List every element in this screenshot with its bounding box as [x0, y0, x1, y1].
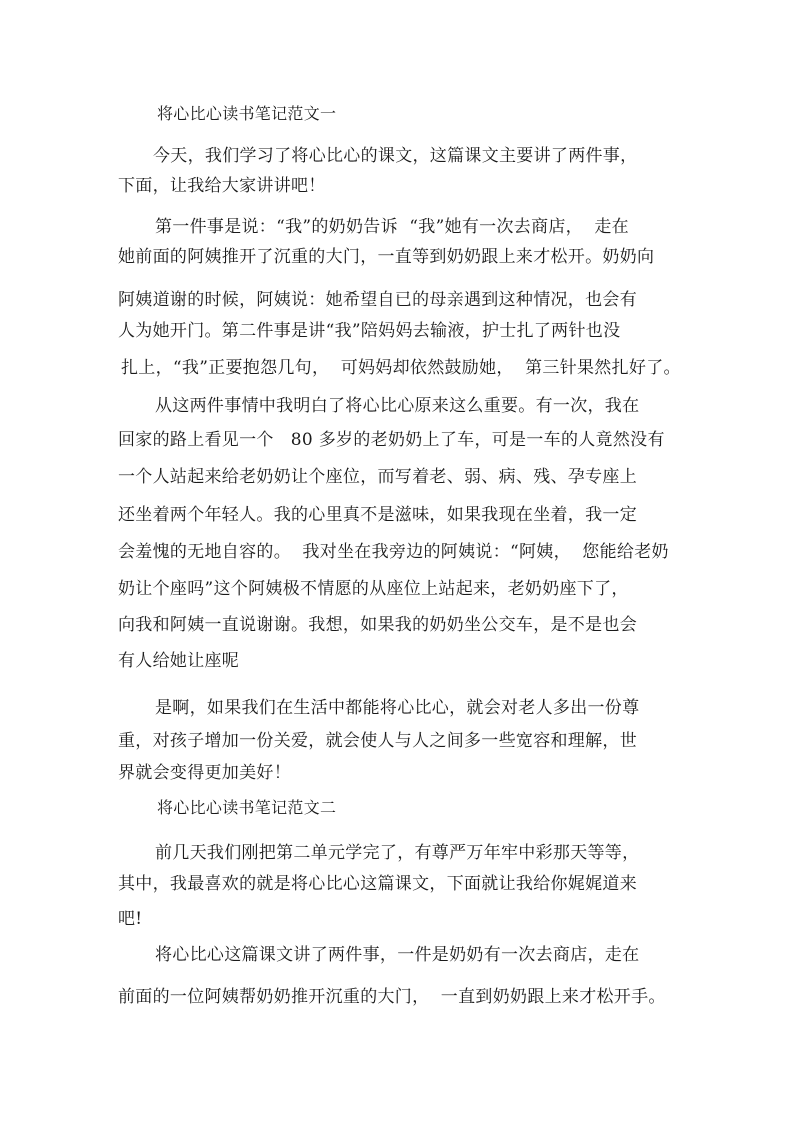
paragraph-line: 回家的路上看见一个 80 多岁的老奶奶上了车，可是一车的人竟然没有 [118, 430, 665, 450]
section1-title: 将心比心读书笔记范文一 [157, 104, 337, 123]
paragraph-line: 扎上，“我”正要抱怨几句， 可妈妈却依然鼓励她， 第三针果然扎好了。 [121, 358, 681, 378]
paragraph-line: 还坐着两个年轻人。我的心里真不是滋味，如果我现在坐着，我一定 [118, 505, 637, 525]
paragraph-line: 下面，让我给大家讲讲吧！ [118, 176, 326, 196]
paragraph-line: 一个人站起来给老奶奶让个座位，而写着老、弱、病、残、孕专座上 [118, 467, 637, 487]
paragraph-line: 她前面的阿姨推开了沉重的大门，一直等到奶奶跟上来才松开。奶奶向 [118, 247, 655, 267]
paragraph-line: 从这两件事情中我明白了将心比心原来这么重要。有一次，我在 [155, 396, 640, 416]
paragraph-line: 吧! [118, 909, 143, 929]
paragraph-line: 阿姨道谢的时候，阿姨说：她希望自已的母亲遇到这种情况，也会有 [118, 290, 637, 310]
paragraph-line: 第一件事是说：“我”的奶奶告诉 “我”她有一次去商店， 走在 [155, 217, 629, 237]
paragraph-line: 会羞愧的无地自容的。 我对坐在我旁边的阿姨说：“阿姨， 您能给老奶 [118, 542, 669, 562]
paragraph-line: 前面的一位阿姨帮奶奶推开沉重的大门， 一直到奶奶跟上来才松开手。 [118, 987, 666, 1007]
paragraph-line: 前几天我们刚把第二单元学完了，有尊严万年牢中彩那天等等， [155, 843, 640, 863]
paragraph-line: 重，对孩子增加一份关爱，就会使人与人之间多一些宽容和理解，世 [118, 731, 637, 751]
paragraph-line: 界就会变得更加美好！ [118, 763, 291, 783]
section2-title: 将心比心读书笔记范文二 [157, 798, 337, 817]
paragraph-line: 向我和阿姨一直说谢谢。我想，如果我的奶奶坐公交车，是不是也会 [118, 615, 637, 635]
paragraph-line: 其中，我最喜欢的就是将心比心这篇课文，下面就让我给你娓娓道来 [118, 874, 637, 894]
paragraph-line: 奶让个座吗”这个阿姨极不情愿的从座位上站起来，老奶奶座下了， [118, 579, 629, 599]
paragraph-line: 今天，我们学习了将心比心的课文，这篇课文主要讲了两件事， [153, 146, 638, 166]
paragraph-line: 有人给她让座呢 [118, 651, 240, 671]
paragraph-line: 人为她开门。第二件事是讲“我”陪妈妈去输液，护士扎了两针也没 [118, 321, 621, 341]
paragraph-line: 将心比心这篇课文讲了两件事，一件是奶奶有一次去商店，走在 [155, 945, 640, 965]
paragraph-line: 是啊，如果我们在生活中都能将心比心，就会对老人多出一份尊 [155, 698, 640, 718]
